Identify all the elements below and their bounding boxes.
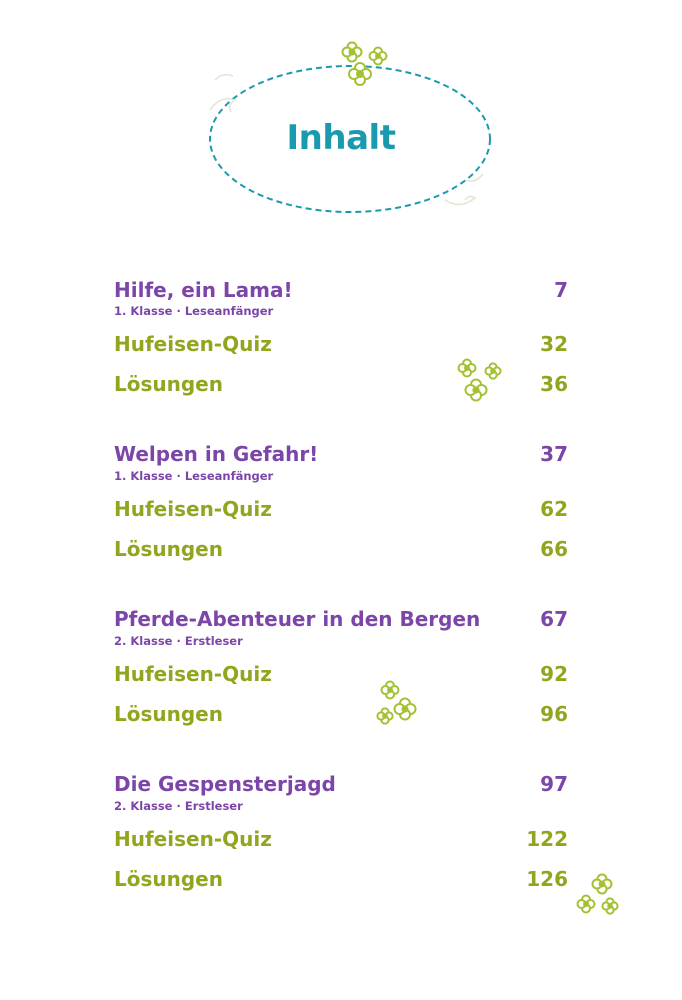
story-subtitle: 1. Klasse · Leseanfänger xyxy=(114,304,274,318)
page-title: Inhalt xyxy=(286,118,396,158)
page-number: 92 xyxy=(540,662,568,686)
page-number: 66 xyxy=(540,537,568,561)
story-subtitle: 2. Klasse · Erstleser xyxy=(114,799,243,813)
entry-label: Lösungen xyxy=(114,537,223,561)
flower-icon xyxy=(372,680,424,728)
page-number: 67 xyxy=(540,607,568,631)
entry-label: Lösungen xyxy=(114,702,223,726)
flower-icon xyxy=(456,358,506,404)
page-number: 37 xyxy=(540,442,568,466)
entry-label: Hufeisen-Quiz xyxy=(114,332,272,356)
page-number: 96 xyxy=(540,702,568,726)
page-number: 62 xyxy=(540,497,568,521)
flower-cluster xyxy=(456,358,506,408)
flower-icon xyxy=(574,872,624,920)
entry-label: Hufeisen-Quiz xyxy=(114,662,272,686)
flower-cluster xyxy=(574,872,624,924)
page-number: 122 xyxy=(526,827,568,851)
story-title: Die Gespensterjagd xyxy=(114,772,336,796)
page-number: 126 xyxy=(526,867,568,891)
entry-label: Lösungen xyxy=(114,372,223,396)
page-number: 32 xyxy=(540,332,568,356)
entry-label: Hufeisen-Quiz xyxy=(114,827,272,851)
page-number: 97 xyxy=(540,772,568,796)
story-title: Welpen in Gefahr! xyxy=(114,442,319,466)
story-subtitle: 2. Klasse · Erstleser xyxy=(114,634,243,648)
page-number: 36 xyxy=(540,372,568,396)
story-subtitle: 1. Klasse · Leseanfänger xyxy=(114,469,274,483)
flower-cluster-top xyxy=(338,40,394,92)
flower-cluster xyxy=(372,680,424,732)
page-number: 7 xyxy=(554,278,568,302)
story-title: Pferde-Abenteuer in den Bergen xyxy=(114,607,481,631)
story-title: Hilfe, ein Lama! xyxy=(114,278,293,302)
flower-icon xyxy=(338,40,394,88)
entry-label: Lösungen xyxy=(114,867,223,891)
entry-label: Hufeisen-Quiz xyxy=(114,497,272,521)
